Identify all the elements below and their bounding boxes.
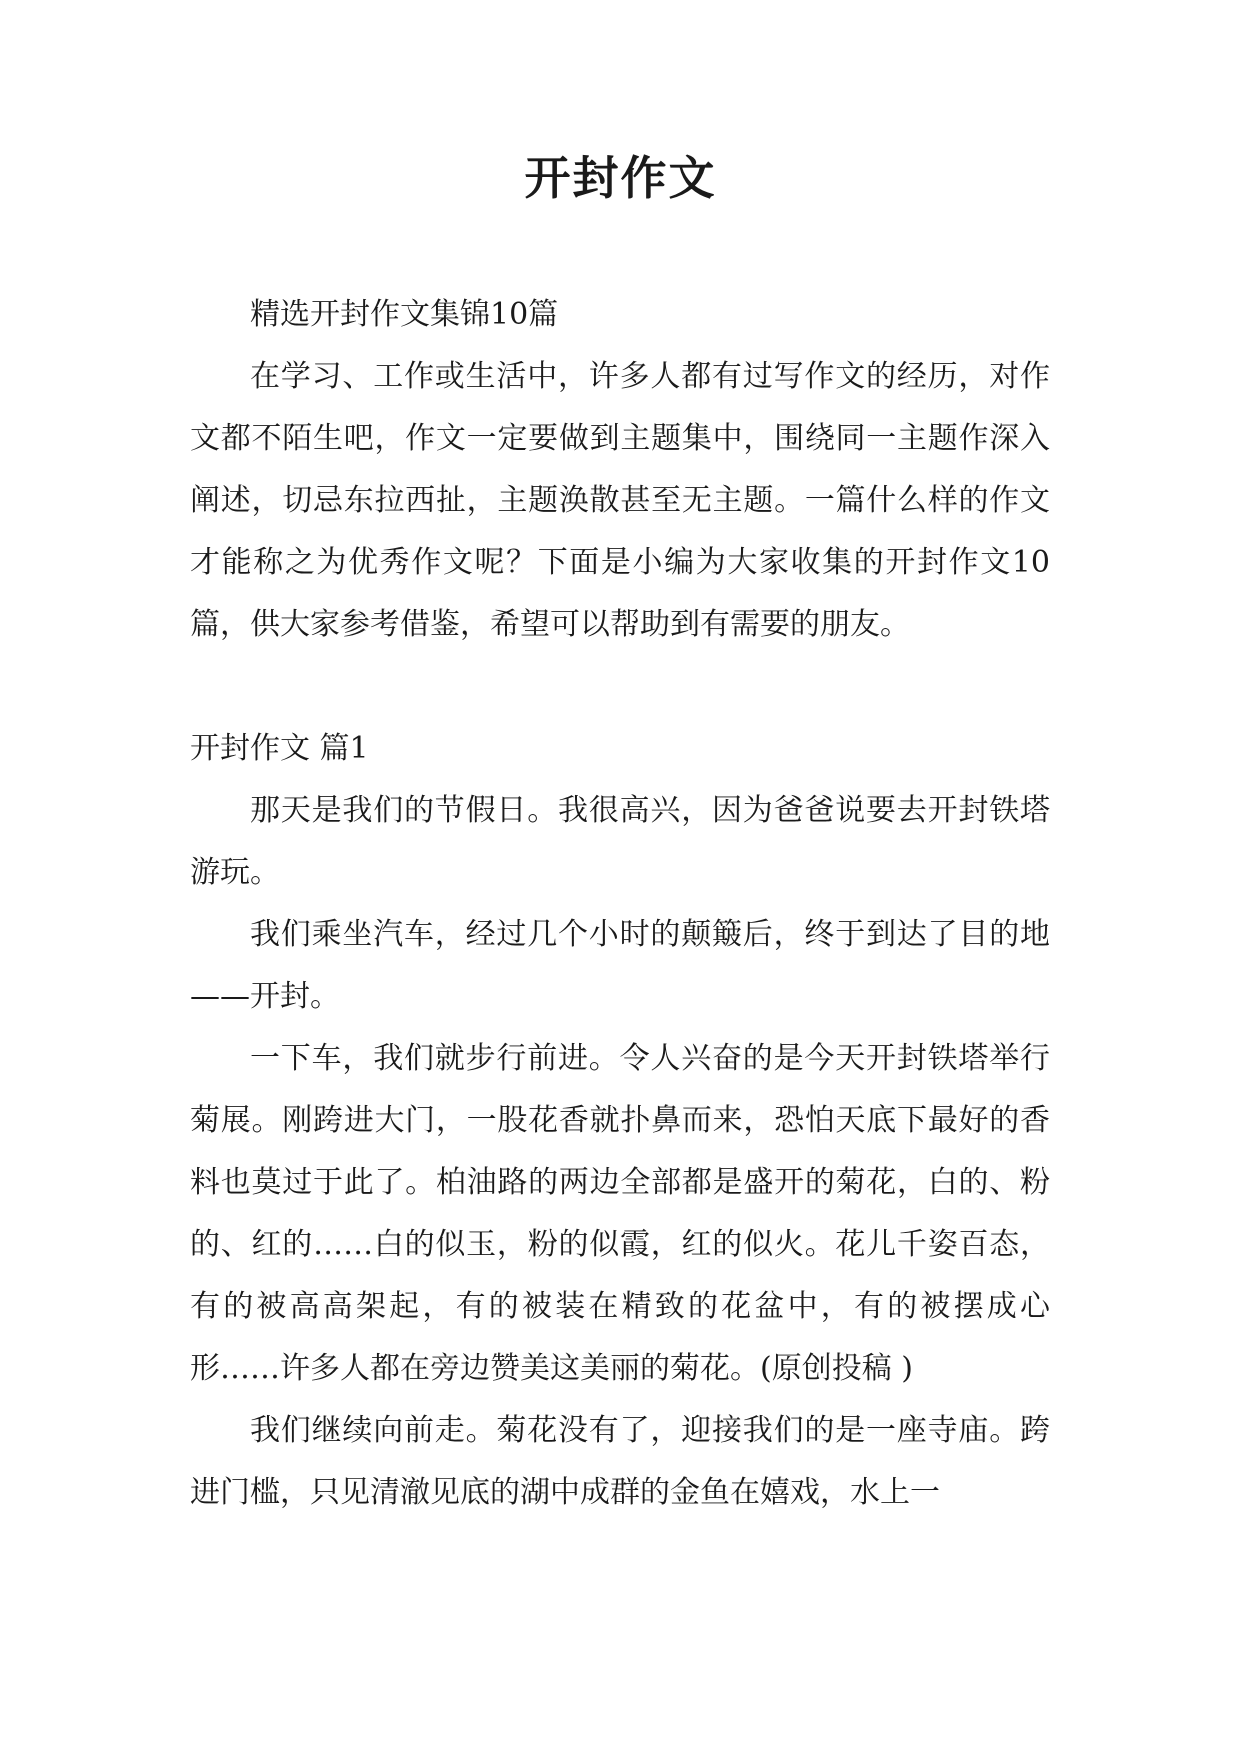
body-paragraph: 一下车，我们就步行前进。令人兴奋的是今天开封铁塔举行菊展。刚跨进大门，一股花香就扑鼻而来，恐怕天底下最好的香料也莫过于此了。柏油路的两边全部都是盛开的菊花，白的、粉的、红的……白的似玉，粉的似霞，红的似火。花儿千姿百态，有的被高高架起，有的被装在精致的花盆中，有的被摆成心形……许多人都在旁边赞美这美丽的菊花。(原创投稿 )	[190, 1041, 1050, 1386]
document-body	[190, 284, 1050, 1524]
body-paragraph: 我们继续向前走。菊花没有了，迎接我们的是一座寺庙。跨进门槛，只见清澈见底的湖中成群的金鱼在嬉戏，水上一	[190, 1413, 1050, 1510]
body-paragraph: 我们乘坐汽车，经过几个小时的颠簸后，终于到达了目的地——开封。	[190, 917, 1050, 1014]
section-heading: 开封作文 篇1	[190, 731, 369, 766]
page-title: 开封作文	[524, 151, 717, 205]
document-subtitle: 精选开封作文集锦10篇	[250, 297, 559, 332]
body-paragraph: 那天是我们的节假日。我很高兴，因为爸爸说要去开封铁塔游玩。	[190, 793, 1050, 890]
intro-paragraph: 在学习、工作或生活中，许多人都有过写作文的经历，对作文都不陌生吧，作文一定要做到主题集中，围绕同一主题作深入阐述，切忌东拉西扯，主题涣散甚至无主题。一篇什么样的作文才能称之为优秀作文呢？下面是小编为大家收集的开封作文10篇，供大家参考借鉴，希望可以帮助到有需要的朋友。	[190, 359, 1050, 642]
